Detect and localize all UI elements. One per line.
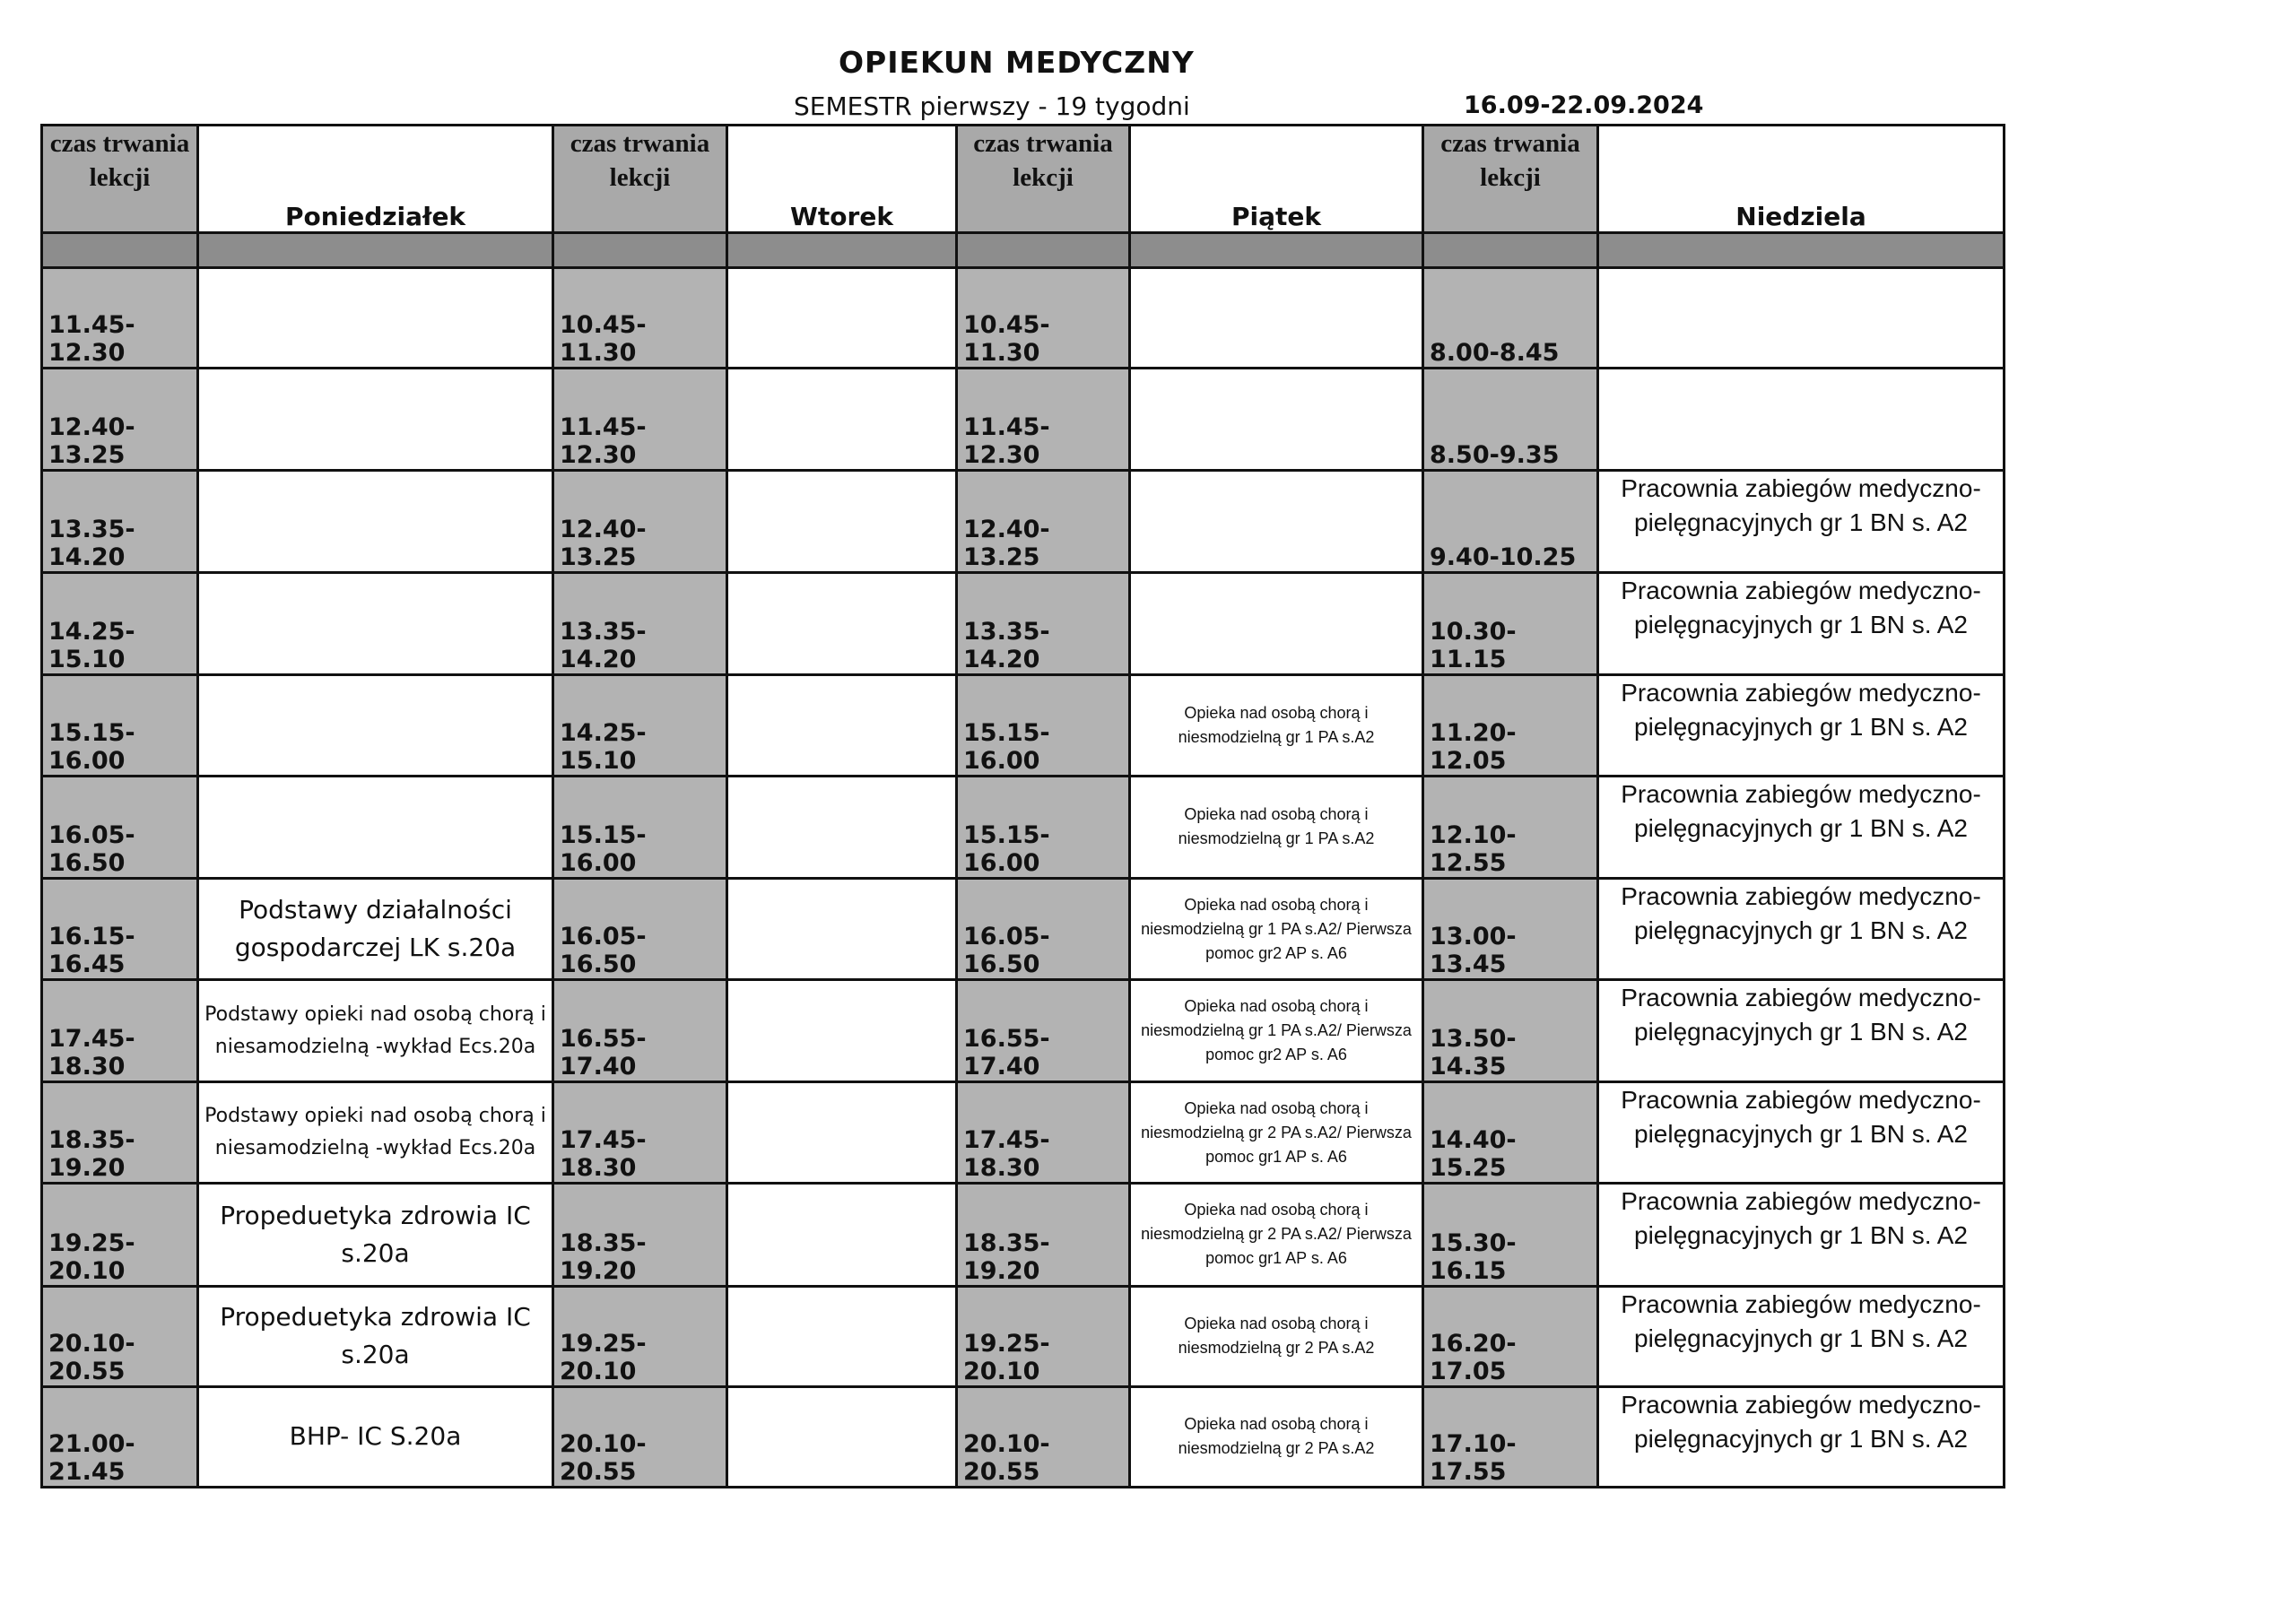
friday-time-cell xyxy=(957,471,1130,573)
monday-time-text: 18.35-19.20 xyxy=(48,1126,135,1183)
friday-time-text: 11.45-12.30 xyxy=(963,413,1050,470)
sunday-lesson-cell xyxy=(1598,980,2005,1082)
sunday-time-cell xyxy=(1423,573,1598,674)
monday-lesson-cell xyxy=(198,268,553,369)
monday-time-cell xyxy=(42,268,198,369)
monday-lesson-cell xyxy=(198,776,553,878)
date-range: 16.09-22.09.2024 xyxy=(1464,91,1704,119)
friday-lesson-cell xyxy=(1130,268,1423,369)
tuesday-time-text: 16.55-17.40 xyxy=(560,1025,647,1081)
sunday-lesson-cell xyxy=(1598,1286,2005,1386)
friday-lesson-cell xyxy=(1130,980,1423,1082)
sunday-time-text: 14.40-15.25 xyxy=(1430,1126,1517,1183)
schedule-row xyxy=(42,573,2005,674)
separator-cell xyxy=(198,233,553,268)
friday-time-text: 15.15-16.00 xyxy=(963,718,1050,775)
separator-row xyxy=(42,233,2005,268)
tuesday-time-text: 15.15-16.00 xyxy=(560,820,647,877)
tuesday-time-text: 14.25-15.10 xyxy=(560,718,647,775)
monday-time-cell xyxy=(42,573,198,674)
schedule-row xyxy=(42,1286,2005,1386)
sunday-lesson-text: Pracownia zabiegów medyczno-pielęgnacyjnych gr 1 BN s. A2 xyxy=(1621,1187,1981,1250)
friday-time-text: 13.35-14.20 xyxy=(963,617,1050,673)
sunday-time-text: 12.10-12.55 xyxy=(1430,820,1517,877)
sunday-time-cell xyxy=(1423,268,1598,369)
schedule-row xyxy=(42,878,2005,979)
sunday-time-cell xyxy=(1423,776,1598,878)
day-header-monday: Poniedziałek xyxy=(198,126,553,233)
sunday-lesson-cell xyxy=(1598,1184,2005,1286)
sunday-lesson-text: Pracownia zabiegów medyczno-pielęgnacyjnych gr 1 BN s. A2 xyxy=(1621,474,1981,537)
sunday-time-text: 11.20-12.05 xyxy=(1430,718,1517,775)
sunday-time-text: 13.50-14.35 xyxy=(1430,1025,1517,1081)
monday-lesson-text: Podstawy opieki nad osobą chorą i niesamodzielną -wykład Ecs.20a xyxy=(204,1002,546,1058)
sunday-time-cell xyxy=(1423,980,1598,1082)
time-column-header: czas trwania lekcji xyxy=(1423,126,1598,233)
tuesday-time-cell xyxy=(553,776,727,878)
monday-time-text: 16.15-16.45 xyxy=(48,923,135,979)
schedule-row xyxy=(42,268,2005,369)
monday-lesson-text: Podstawy opieki nad osobą chorą i niesamodzielną -wykład Ecs.20a xyxy=(204,1105,546,1160)
schedule-body xyxy=(42,268,2005,1488)
tuesday-time-cell xyxy=(553,878,727,979)
tuesday-time-text: 16.05-16.50 xyxy=(560,923,647,979)
monday-lesson-cell xyxy=(198,980,553,1082)
friday-time-text: 15.15-16.00 xyxy=(963,820,1050,877)
tuesday-time-text: 10.45-11.30 xyxy=(560,311,647,368)
separator-cell xyxy=(957,233,1130,268)
monday-lesson-cell xyxy=(198,573,553,674)
sunday-lesson-text: Pracownia zabiegów medyczno-pielęgnacyjnych gr 1 BN s. A2 xyxy=(1621,1086,1981,1149)
tuesday-time-text: 18.35-19.20 xyxy=(560,1228,647,1285)
tuesday-time-cell xyxy=(553,471,727,573)
schedule-row xyxy=(42,1184,2005,1286)
tuesday-time-cell xyxy=(553,1386,727,1487)
sunday-lesson-text: Pracownia zabiegów medyczno-pielęgnacyjnych gr 1 BN s. A2 xyxy=(1621,779,1981,842)
monday-time-text: 13.35-14.20 xyxy=(48,516,135,572)
friday-lesson-text: Opieka nad osobą chorą i niesmodzielną gr 2 PA s.A2 xyxy=(1178,1315,1375,1358)
tuesday-time-text: 17.45-18.30 xyxy=(560,1126,647,1183)
tuesday-time-text: 13.35-14.20 xyxy=(560,617,647,673)
page-title: OPIEKUN MEDYCZNY xyxy=(839,45,1195,80)
day-header-sunday: Niedziela xyxy=(1598,126,2005,233)
tuesday-time-cell xyxy=(553,1286,727,1386)
schedule-row xyxy=(42,776,2005,878)
friday-time-text: 12.40-13.25 xyxy=(963,516,1050,572)
friday-time-cell xyxy=(957,1386,1130,1487)
sunday-lesson-text: Pracownia zabiegów medyczno-pielęgnacyjnych gr 1 BN s. A2 xyxy=(1621,984,1981,1046)
friday-time-text: 16.05-16.50 xyxy=(963,923,1050,979)
friday-lesson-text: Opieka nad osobą chorą i niesmodzielną gr 1 PA s.A2 xyxy=(1178,805,1375,848)
friday-time-text: 18.35-19.20 xyxy=(963,1228,1050,1285)
monday-time-cell xyxy=(42,1286,198,1386)
time-column-header: czas trwania lekcji xyxy=(957,126,1130,233)
tuesday-lesson-cell xyxy=(727,471,957,573)
monday-time-cell xyxy=(42,878,198,979)
monday-lesson-cell xyxy=(198,674,553,776)
sunday-time-cell xyxy=(1423,471,1598,573)
separator-cell xyxy=(553,233,727,268)
time-column-header: czas trwania lekcji xyxy=(42,126,198,233)
sunday-time-text: 15.30-16.15 xyxy=(1430,1228,1517,1285)
friday-lesson-cell xyxy=(1130,1184,1423,1286)
friday-time-cell xyxy=(957,1286,1130,1386)
friday-time-cell xyxy=(957,878,1130,979)
semester-subtitle: SEMESTR pierwszy - 19 tygodni xyxy=(794,91,1190,121)
monday-lesson-cell xyxy=(198,878,553,979)
friday-lesson-cell xyxy=(1130,369,1423,471)
monday-time-cell xyxy=(42,1386,198,1487)
schedule-row xyxy=(42,369,2005,471)
monday-time-cell xyxy=(42,674,198,776)
schedule-table xyxy=(40,124,2005,1488)
sunday-time-text: 9.40-10.25 xyxy=(1430,543,1577,572)
day-header-friday: Piątek xyxy=(1130,126,1423,233)
friday-lesson-cell xyxy=(1130,674,1423,776)
sunday-time-cell xyxy=(1423,1386,1598,1487)
monday-time-cell xyxy=(42,369,198,471)
tuesday-time-text: 19.25-20.10 xyxy=(560,1329,647,1385)
schedule-row xyxy=(42,1386,2005,1487)
monday-lesson-text: Propeduetyka zdrowia IC s.20a xyxy=(220,1302,531,1370)
monday-time-text: 11.45-12.30 xyxy=(48,311,135,368)
tuesday-lesson-cell xyxy=(727,1082,957,1184)
tuesday-time-cell xyxy=(553,573,727,674)
sunday-time-cell xyxy=(1423,1286,1598,1386)
friday-time-cell xyxy=(957,674,1130,776)
tuesday-time-cell xyxy=(553,674,727,776)
sunday-time-text: 10.30-11.15 xyxy=(1430,617,1517,673)
tuesday-lesson-cell xyxy=(727,369,957,471)
friday-time-text: 20.10-20.55 xyxy=(963,1430,1050,1486)
tuesday-time-cell xyxy=(553,268,727,369)
sunday-time-cell xyxy=(1423,1184,1598,1286)
tuesday-time-cell xyxy=(553,980,727,1082)
schedule-row xyxy=(42,471,2005,573)
sunday-lesson-cell xyxy=(1598,674,2005,776)
friday-lesson-cell xyxy=(1130,776,1423,878)
tuesday-lesson-cell xyxy=(727,1386,957,1487)
sunday-time-cell xyxy=(1423,369,1598,471)
sunday-time-text: 8.50-9.35 xyxy=(1430,441,1560,470)
sunday-lesson-cell xyxy=(1598,471,2005,573)
tuesday-lesson-cell xyxy=(727,878,957,979)
sunday-lesson-cell xyxy=(1598,573,2005,674)
friday-time-text: 19.25-20.10 xyxy=(963,1329,1050,1385)
time-column-header: czas trwania lekcji xyxy=(553,126,727,233)
tuesday-lesson-cell xyxy=(727,573,957,674)
friday-lesson-text: Opieka nad osobą chorą i niesmodzielną gr 2 PA s.A2/ Pierwsza pomoc gr1 AP s. A6 xyxy=(1141,1098,1412,1166)
tuesday-lesson-cell xyxy=(727,1184,957,1286)
sunday-lesson-text: Pracownia zabiegów medyczno-pielęgnacyjnych gr 1 BN s. A2 xyxy=(1621,577,1981,639)
monday-lesson-cell xyxy=(198,1082,553,1184)
sunday-lesson-cell xyxy=(1598,1082,2005,1184)
separator-cell xyxy=(1598,233,2005,268)
monday-time-cell xyxy=(42,471,198,573)
monday-time-text: 15.15-16.00 xyxy=(48,718,135,775)
friday-time-text: 16.55-17.40 xyxy=(963,1025,1050,1081)
friday-lesson-text: Opieka nad osobą chorą i niesmodzielną gr 1 PA s.A2/ Pierwsza pomoc gr2 AP s. A6 xyxy=(1141,895,1412,962)
sunday-time-text: 16.20-17.05 xyxy=(1430,1329,1517,1385)
friday-lesson-cell xyxy=(1130,1386,1423,1487)
tuesday-time-cell xyxy=(553,1184,727,1286)
tuesday-lesson-cell xyxy=(727,980,957,1082)
friday-time-cell xyxy=(957,1184,1130,1286)
sunday-lesson-text: Pracownia zabiegów medyczno-pielęgnacyjnych gr 1 BN s. A2 xyxy=(1621,1390,1981,1453)
monday-time-text: 17.45-18.30 xyxy=(48,1025,135,1081)
sunday-time-text: 8.00-8.45 xyxy=(1430,339,1560,368)
friday-lesson-cell xyxy=(1130,1286,1423,1386)
friday-lesson-text: Opieka nad osobą chorą i niesmodzielną gr 1 PA s.A2/ Pierwsza pomoc gr2 AP s. A6 xyxy=(1141,997,1412,1064)
sunday-time-text: 17.10-17.55 xyxy=(1430,1430,1517,1486)
friday-lesson-cell xyxy=(1130,1082,1423,1184)
friday-time-cell xyxy=(957,980,1130,1082)
tuesday-time-text: 11.45-12.30 xyxy=(560,413,647,470)
monday-time-text: 19.25-20.10 xyxy=(48,1228,135,1285)
sunday-lesson-text: Pracownia zabiegów medyczno-pielęgnacyjnych gr 1 BN s. A2 xyxy=(1621,1289,1981,1352)
separator-cell xyxy=(1423,233,1598,268)
friday-time-cell xyxy=(957,573,1130,674)
monday-lesson-cell xyxy=(198,369,553,471)
monday-time-cell xyxy=(42,980,198,1082)
monday-time-text: 14.25-15.10 xyxy=(48,617,135,673)
schedule-row xyxy=(42,674,2005,776)
monday-lesson-text: Propeduetyka zdrowia IC s.20a xyxy=(220,1200,531,1268)
monday-lesson-text: BHP- IC S.20a xyxy=(289,1421,462,1452)
friday-time-cell xyxy=(957,369,1130,471)
sunday-lesson-cell xyxy=(1598,878,2005,979)
tuesday-lesson-cell xyxy=(727,268,957,369)
friday-lesson-cell xyxy=(1130,471,1423,573)
monday-lesson-cell xyxy=(198,1386,553,1487)
sunday-lesson-text: Pracownia zabiegów medyczno-pielęgnacyjnych gr 1 BN s. A2 xyxy=(1621,678,1981,741)
tuesday-lesson-cell xyxy=(727,1286,957,1386)
sunday-lesson-cell xyxy=(1598,1386,2005,1487)
sunday-lesson-cell xyxy=(1598,776,2005,878)
friday-time-text: 10.45-11.30 xyxy=(963,311,1050,368)
day-header-tuesday: Wtorek xyxy=(727,126,957,233)
sunday-time-cell xyxy=(1423,674,1598,776)
header-row xyxy=(42,126,2005,233)
sunday-lesson-text: Pracownia zabiegów medyczno-pielęgnacyjnych gr 1 BN s. A2 xyxy=(1621,881,1981,944)
monday-lesson-cell xyxy=(198,1286,553,1386)
schedule-row xyxy=(42,980,2005,1082)
friday-time-cell xyxy=(957,776,1130,878)
sunday-lesson-cell xyxy=(1598,268,2005,369)
schedule-row xyxy=(42,1082,2005,1184)
monday-time-text: 21.00-21.45 xyxy=(48,1430,135,1486)
separator-cell xyxy=(1130,233,1423,268)
tuesday-time-text: 12.40-13.25 xyxy=(560,516,647,572)
friday-lesson-text: Opieka nad osobą chorą i niesmodzielną gr 2 PA s.A2/ Pierwsza pomoc gr1 AP s. A6 xyxy=(1141,1201,1412,1268)
tuesday-time-cell xyxy=(553,369,727,471)
tuesday-lesson-cell xyxy=(727,674,957,776)
monday-lesson-cell xyxy=(198,471,553,573)
separator-cell xyxy=(727,233,957,268)
friday-lesson-text: Opieka nad osobą chorą i niesmodzielną gr 2 PA s.A2 xyxy=(1178,1415,1375,1458)
friday-time-text: 17.45-18.30 xyxy=(963,1126,1050,1183)
sunday-time-cell xyxy=(1423,878,1598,979)
friday-time-cell xyxy=(957,268,1130,369)
monday-time-cell xyxy=(42,1082,198,1184)
sunday-time-text: 13.00-13.45 xyxy=(1430,923,1517,979)
sunday-lesson-cell xyxy=(1598,369,2005,471)
separator-cell xyxy=(42,233,198,268)
tuesday-lesson-cell xyxy=(727,776,957,878)
monday-time-text: 20.10-20.55 xyxy=(48,1329,135,1385)
friday-lesson-text: Opieka nad osobą chorą i niesmodzielną gr 1 PA s.A2 xyxy=(1178,703,1375,746)
monday-lesson-text: Podstawy działalności gospodarczej LK s.20a xyxy=(234,895,517,963)
monday-time-text: 12.40-13.25 xyxy=(48,413,135,470)
sunday-time-cell xyxy=(1423,1082,1598,1184)
tuesday-time-cell xyxy=(553,1082,727,1184)
tuesday-time-text: 20.10-20.55 xyxy=(560,1430,647,1486)
monday-time-cell xyxy=(42,1184,198,1286)
monday-time-cell xyxy=(42,776,198,878)
friday-lesson-cell xyxy=(1130,573,1423,674)
monday-time-text: 16.05-16.50 xyxy=(48,820,135,877)
friday-lesson-cell xyxy=(1130,878,1423,979)
friday-time-cell xyxy=(957,1082,1130,1184)
monday-lesson-cell xyxy=(198,1184,553,1286)
